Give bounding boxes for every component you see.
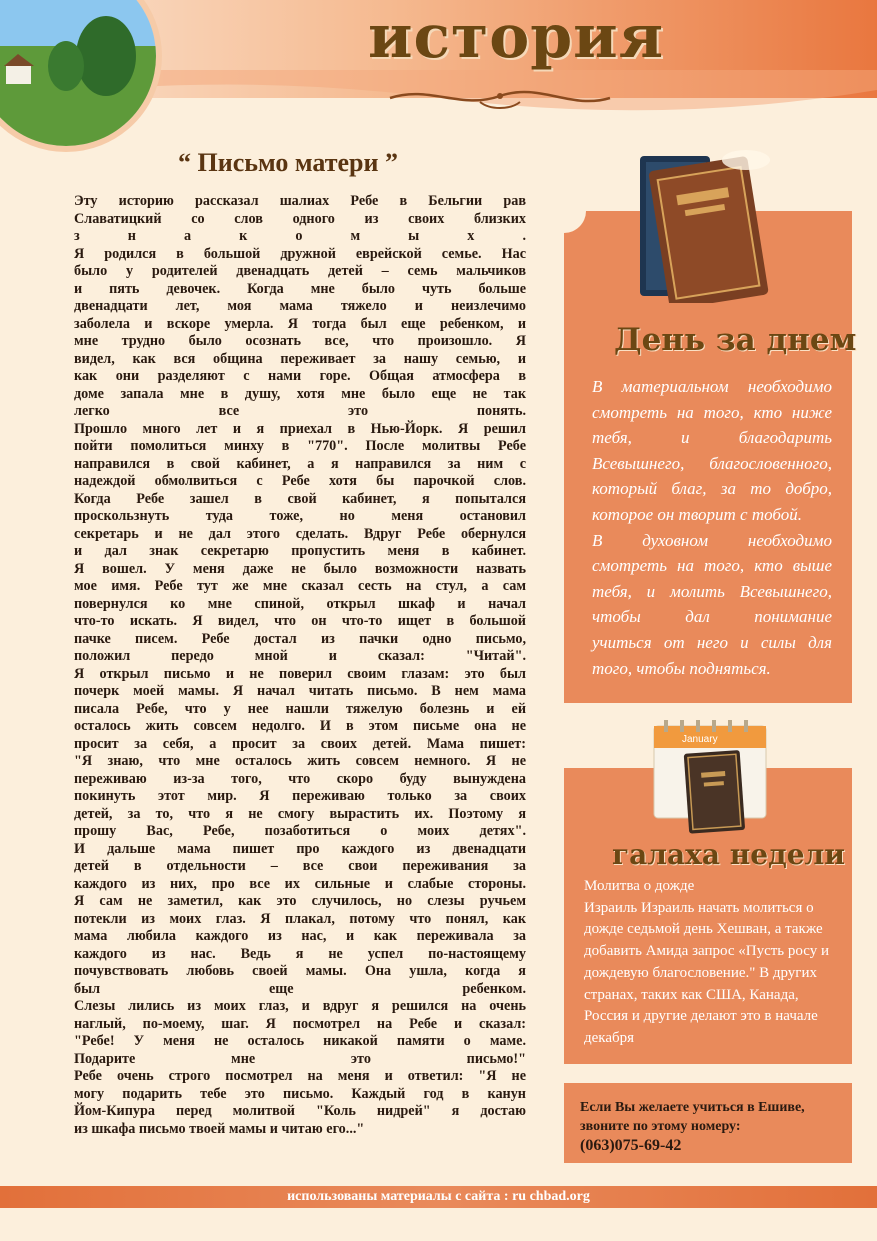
story-line: почерк моей мамы. Я начал читать письмо. В нем мама — [74, 683, 526, 699]
story-line: Когда Ребе зашел в свой кабинет, я попытался — [74, 490, 526, 507]
story-line: мама любила каждого из нас, и как переживала за — [74, 928, 526, 944]
story-line: пачке писем. Ребе достал из пачки одно письмо, — [74, 630, 526, 647]
story-line: Слезы лились из моих глаз, и вдруг я решился на очень — [74, 998, 526, 1014]
story-title: “ Письмо матери ” — [178, 148, 398, 177]
contact-line: Если Вы желаете учиться в Ешиве, — [580, 1100, 805, 1115]
story-line: "Я знаю, что мне осталось жить совсем немного. Я не — [74, 753, 526, 769]
story-line: пойти помолиться минху в "770". После молитвы Ребе — [74, 438, 526, 454]
story-line: "Ребе! У меня не осталось никакой памяти о маме. — [74, 1033, 526, 1049]
landscape-photo — [0, 0, 162, 152]
story-line: каждого из нас. Ведь я не успел по-настоящему — [74, 945, 526, 962]
day-line: смотреть на того, кто ниже — [592, 402, 832, 422]
story-line: почувствовать любовь своей мамы. Она ушла, когда я — [74, 963, 526, 979]
story-line: двенадцати лет, моя мама тяжело и неизлечимо — [74, 298, 526, 314]
halacha-line: дожде седьмой день Хешван, а также — [584, 921, 823, 938]
story-line: из шкафа письмо твоей мамы и читаю его..." — [74, 1120, 365, 1137]
story-line: легко все это понять. — [74, 403, 526, 419]
story-line: положил передо мной и сказал: "Читай". — [74, 648, 526, 664]
story-line: Подарите мне это письмо!" — [74, 1050, 526, 1067]
footer — [0, 1186, 877, 1208]
story-line: каждого из них, про все их сильные и слабые стороны. — [74, 875, 526, 892]
story-line: секретарь и не дал этого сделать. Вдруг Ребе обернулся — [74, 525, 526, 542]
story-line: доме запала мне в душу, хотя мне было еще не так — [74, 385, 526, 402]
story-line: наглый, по-моему, шаг. Я посмотрел на Ребе и сказал: — [74, 1015, 526, 1032]
story-line: Прошло много лет и я приехал в Нью-Йорк. Я решил — [74, 420, 526, 437]
day-line: который благ, за то добро, — [592, 479, 832, 499]
story-line: надеждой обмолвиться с Ребе хотя бы парочкой слов. — [74, 473, 526, 489]
story-line: Славатицкий со слов одного из своих близких — [74, 210, 526, 227]
story-line: заболела и вскоре умерла. Я тогда был еще ребенком, и — [74, 315, 526, 332]
halacha-title: галаха недели — [612, 838, 846, 871]
story-line: направился в свой кабинет, а я направился за ним с — [74, 455, 526, 472]
book-icon — [636, 138, 776, 303]
halacha-line: Израиль Израиль начать молиться о — [584, 899, 814, 916]
halacha-line: странах, таких как США, Канада, — [584, 986, 799, 1003]
halacha-line: Россия и другие делают это в начале — [584, 1008, 818, 1025]
day-line: В материальном необходимо — [592, 377, 832, 396]
footer-source: использованы материалы с сайта : ru chbad.org — [287, 1189, 590, 1204]
story-line: детей в отдельности – все свои переживания за — [74, 858, 526, 874]
story-line: как они разделяют с нами горе. Общая атмосфера в — [74, 368, 526, 384]
day-line: Всевышнего, благословенного, — [592, 453, 832, 473]
day-text — [592, 374, 832, 681]
contact-text — [580, 1098, 805, 1136]
contact-line: звоните по этому номеру: — [580, 1119, 741, 1134]
story-line: Я вошел. У меня даже не было возможности назвать — [74, 560, 526, 577]
story-line: могу подарить тебе это письмо. Каждый год в канун — [74, 1085, 526, 1102]
story-line: переживаю из-за того, что скоро буду вынуждена — [74, 770, 526, 787]
story-line: Эту историю рассказал шалиах Ребе в Бельгии рав — [74, 193, 526, 209]
day-line: тебя, и благодарить — [592, 428, 832, 448]
story-line: Я открыл письмо и не поверил своим глазам: это был — [74, 665, 526, 682]
story-line: писала Ребе, что у нее нашли тяжелую болезнь и ей — [74, 700, 526, 717]
story-line: мое имя. Ребе тут же мне сказал сесть на стул, а сам — [74, 578, 526, 594]
story-line: и пять девочек. Когда мне было чуть больше — [74, 280, 526, 297]
page-title: история — [368, 2, 665, 72]
day-line: чтобы дал понимание — [592, 607, 832, 627]
day-line: того, чтобы подняться. — [592, 658, 771, 678]
story-line: мне трудно было осознать все, что произошло. Я — [74, 333, 526, 349]
story-line: повернулся ко мне спиной, открыл шкаф и начал — [74, 595, 526, 612]
story-line: и дал знак секретарю пропустить меня в кабинет. — [74, 543, 526, 559]
day-line: В духовном необходимо — [592, 530, 832, 550]
halacha-text — [584, 876, 846, 1050]
story-text — [74, 193, 526, 1138]
story-line: осталось жить совсем недолго. И в этом письме она не — [74, 718, 526, 734]
story-line: Йом-Кипура перед молитвой "Коль нидрей" я достаю — [74, 1103, 526, 1119]
calendar-month: January — [682, 734, 718, 745]
halacha-line: Молитва о дожде — [584, 878, 695, 894]
day-title: День за днем — [614, 322, 857, 358]
story-line: детей, за то, что я не смогу вырастить их. Поэтому я — [74, 805, 526, 822]
story-line: был еще ребенком. — [74, 980, 526, 997]
contact-phone: (063)075-69-42 — [580, 1137, 682, 1154]
story-line: просит за себя, а просит за своих детей. Мама пишет: — [74, 735, 526, 752]
story-line: проскользнуть туда тоже, но меня остановил — [74, 508, 526, 524]
story-line: Ребе очень строго посмотрел на меня и ответил: "Я не — [74, 1068, 526, 1084]
halacha-line: добавить Амида запрос «Пусть росу и — [584, 943, 830, 960]
story-line: потекли из моих глаз. Я плакал, потому что понял, как — [74, 910, 526, 927]
story-line: что-то искать. Я видел, что он что-то ищет в большой — [74, 613, 526, 629]
story-line: покинуть этот мир. Я переживаю только за своих — [74, 788, 526, 804]
story-line: видел, как вся община переживает за нашу семью, и — [74, 350, 526, 367]
ornament-divider — [370, 80, 630, 114]
day-line: смотреть на того, кто выше — [592, 556, 832, 576]
day-line: тебя, и молить Всевышнего, — [592, 581, 832, 601]
story-line: з н а к о м ы х . — [74, 228, 526, 244]
day-line: которое он творит с тобой. — [592, 504, 802, 524]
story-line: Я сам не заметил, как это случилось, но слезы ручьем — [74, 893, 526, 909]
story-line: прошу Вас, Ребе, позаботиться о моих детях". — [74, 823, 526, 839]
halacha-line: декабря — [584, 1029, 635, 1046]
story-line: было у родителей двенадцать детей – семь мальчиков — [74, 263, 526, 279]
halacha-line: дождевую благословение." В других — [584, 964, 817, 981]
story-line: Я родился в большой дружной еврейской семье. Нас — [74, 245, 526, 262]
story-line: И дальше мама пишет про каждого из двенадцати — [74, 840, 526, 857]
calendar-icon — [652, 716, 772, 836]
day-line: учиться от него и силы для — [592, 632, 832, 652]
